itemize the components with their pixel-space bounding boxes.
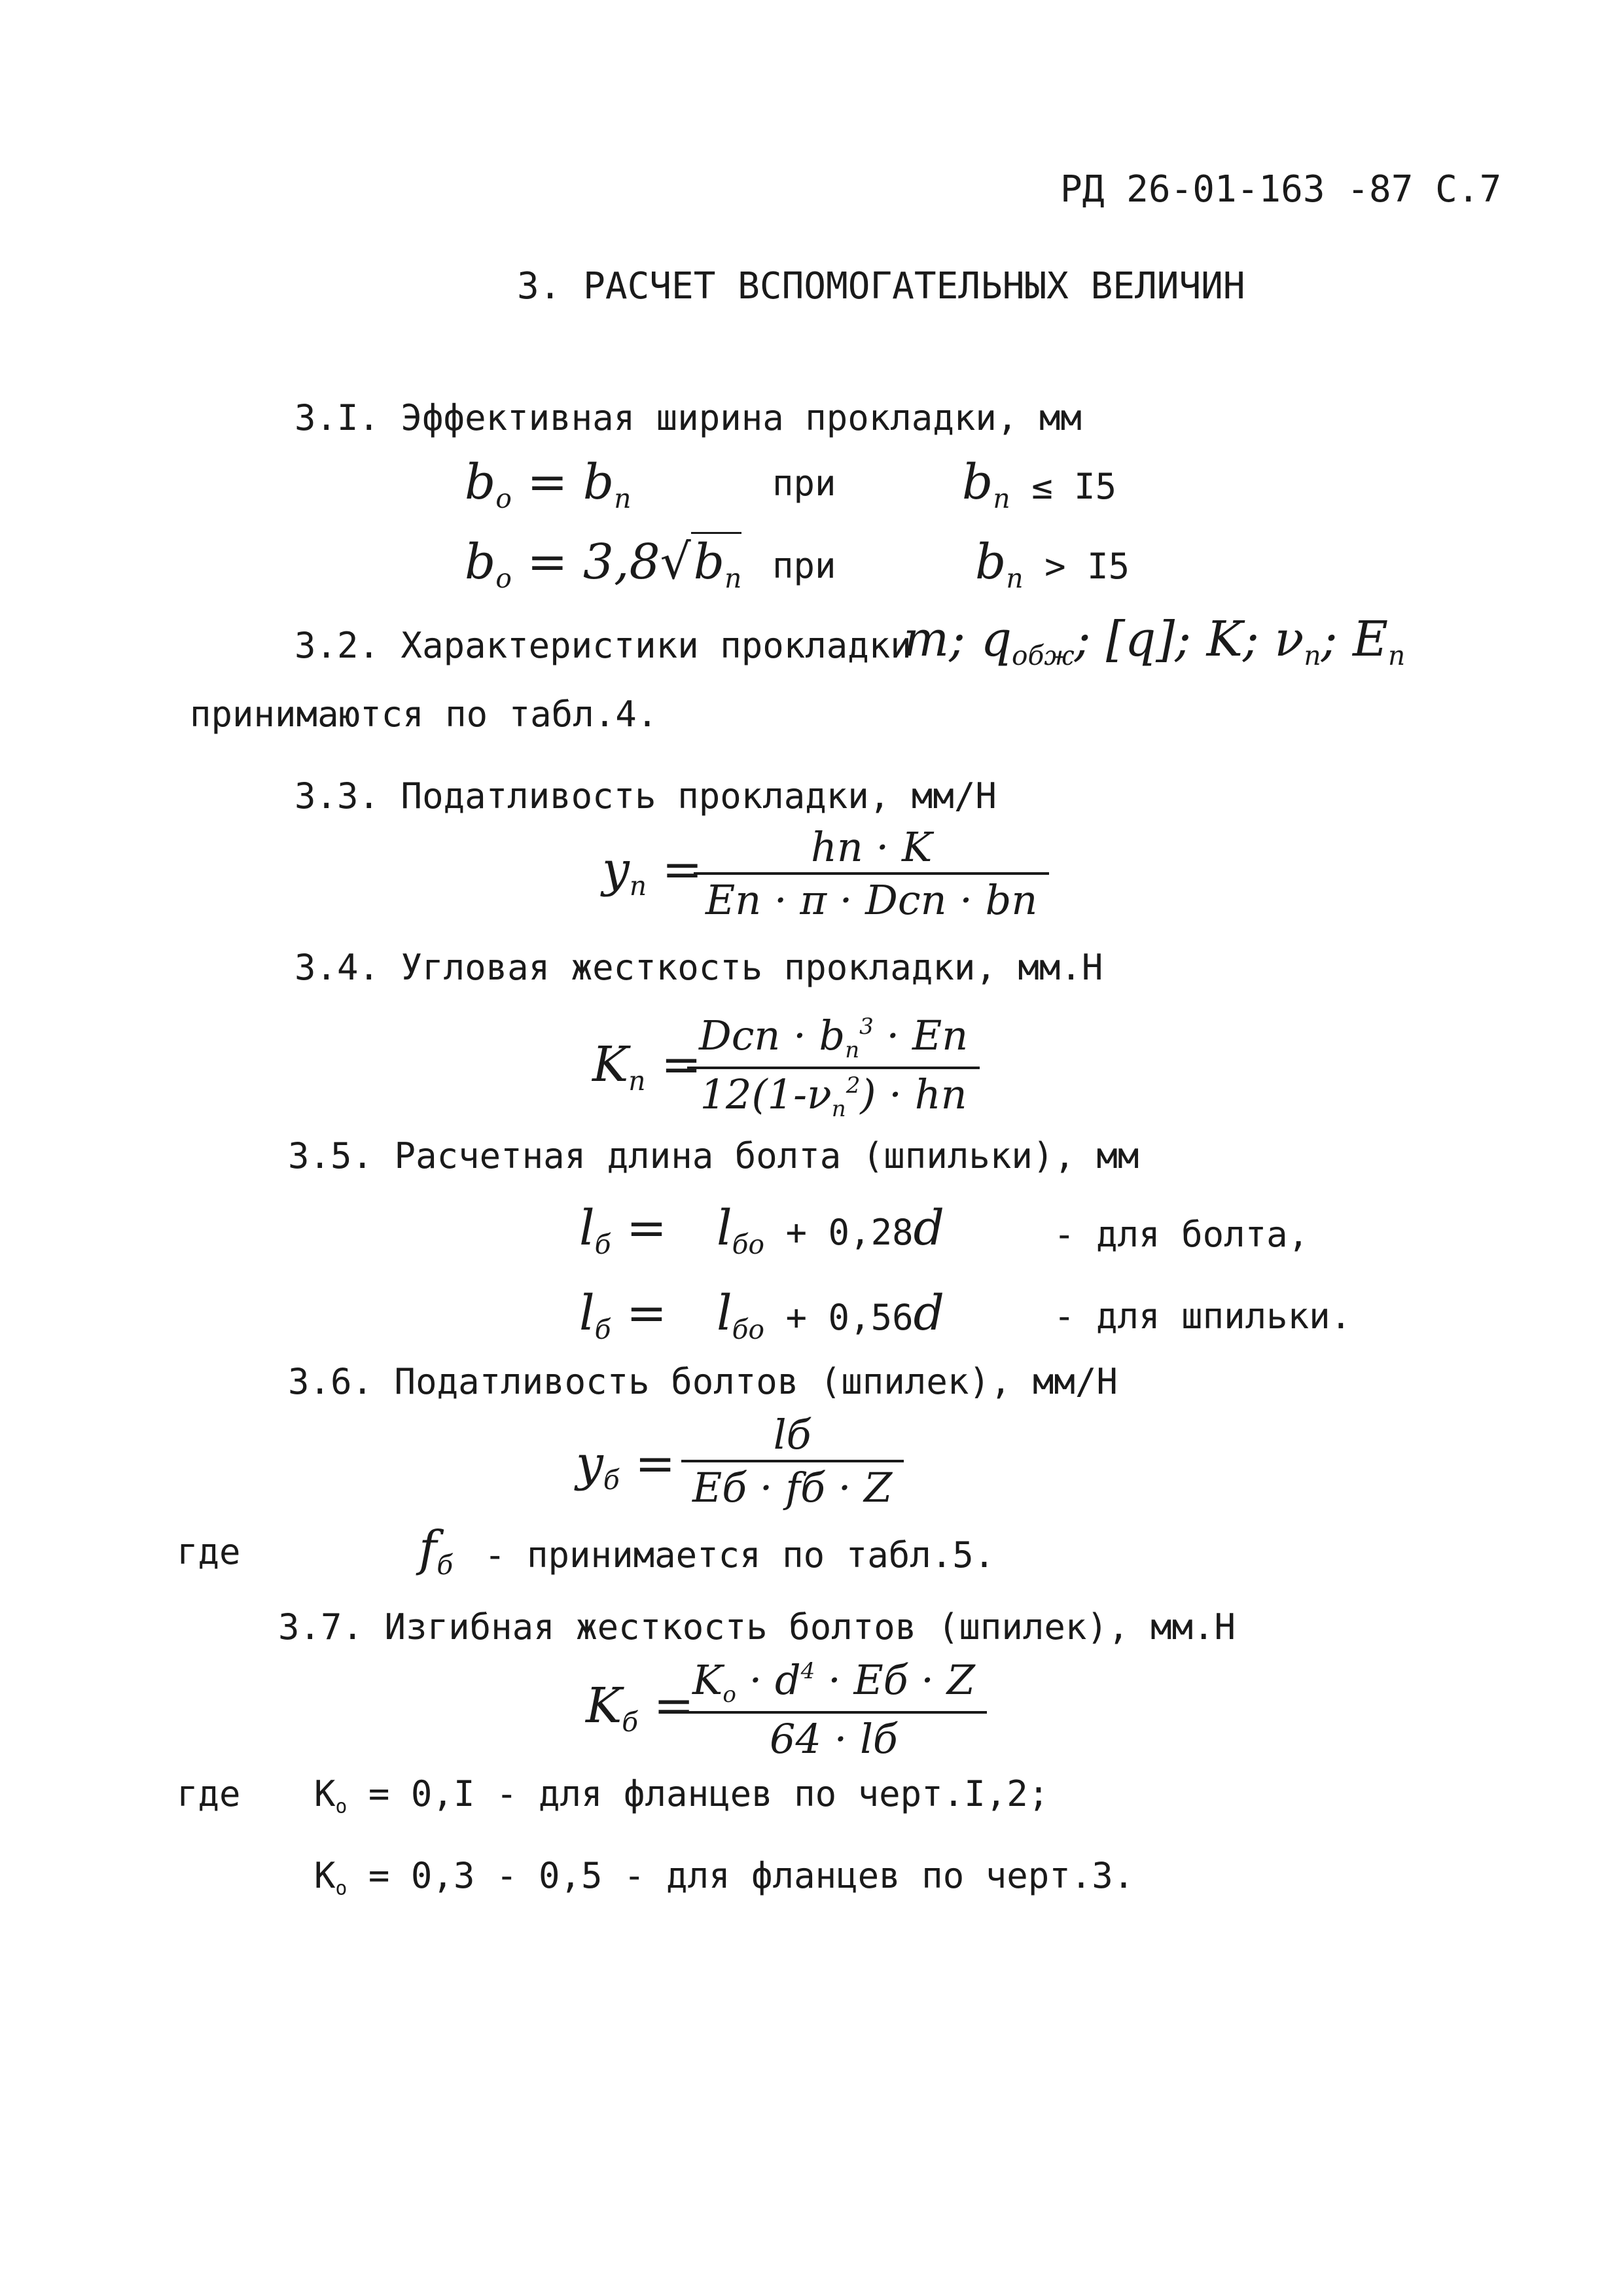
where-label-2: где [177,1773,241,1814]
formula-yb-lhs: $y_б$ = [576,1436,676,1496]
fraction-bar [687,1067,980,1069]
document-reference: РД 26-01-163 -87 С.7 [1060,168,1502,211]
formula-lb-stud-rhs: $l_{бо} + 0,56d$ [717,1285,944,1346]
heading-3-4: 3.4. Угловая жесткость прокладки, мм.Н [294,947,1103,988]
formula-yp-lhs: $y_п$ = [602,841,703,902]
formula-yp-fraction [694,823,1049,925]
formula-kb-denominator: 64 · lб [770,1714,898,1763]
fraction-bar [694,872,1049,875]
formula-yb-numerator: lб [773,1411,812,1458]
heading-3-7: 3.7. Изгибная жесткость болтов (шпилек), мм.Н [278,1606,1236,1648]
k0-line-2: $K_o = 0,3 - 0,5$ - для фланцев по черт.3. [314,1855,1135,1900]
section-title: 3. РАСЧЕТ ВСПОМОГАТЕЛЬНЫХ ВЕЛИЧИН [517,265,1245,308]
formula-yp-denominator: Eп · π · Dсп · bп [705,876,1038,925]
where-label-1: где [177,1531,241,1572]
heading-3-2: 3.2. Характеристики прокладки [294,625,912,666]
formula-yb-denominator: Eб · fб · Z [692,1464,893,1512]
formula-lb-bolt-rhs: $l_{бо} + 0,28d$ [717,1200,944,1261]
formula-kp-numerator: Dсп · $b_п^3$ · Eп [699,1012,969,1063]
formula-b0-row2: $b_o = 3,8√b_п$ [465,538,741,592]
condition-row1: $b_п \le I5$ [962,454,1117,515]
heading-3-6: 3.6. Податливость болтов (шпилек), мм/Н [288,1361,1118,1402]
label-pri-1: при [772,463,836,504]
formula-b0-row1: $b_o = b_п$ [465,454,632,515]
label-pri-2: при [772,545,836,586]
k0-line-1: $K_o = 0,I$ - для фланцев по черт.I,2; [314,1773,1050,1818]
formula-kp-fraction [687,1014,980,1121]
formula-lb-stud: $l_б$ = [579,1285,668,1346]
fraction-bar [681,1460,904,1462]
note-bolt: - для болта, [1054,1214,1310,1255]
formula-kp-denominator: $12(1-\nu_п^2)$ · hп [700,1070,967,1122]
formula-kp-lhs: $K_п$ = [592,1036,702,1097]
condition-row2: $b_п > I5$ [975,534,1130,595]
heading-3-3: 3.3. Податливость прокладки, мм/Н [294,775,997,817]
heading-3-1: 3.I. Эффективная ширина прокладки, мм [294,397,1082,438]
paragraph-3-2-continuation: принимаются по табл.4. [190,694,658,735]
where-symbol-fb: $f_б$ [419,1521,454,1581]
formula-kb-numerator: $K_o \cdot d^4$ · Eб · Z [692,1656,975,1708]
formula-yb-fraction [681,1411,904,1512]
formula-kb-lhs: $K_б$ = [586,1678,694,1739]
fraction-bar [681,1711,987,1714]
where-text-fb: - принимается по табл.5. [484,1534,995,1576]
note-stud: - для шпильки. [1054,1296,1352,1337]
heading-3-5: 3.5. Расчетная длина болта (шпильки), мм [288,1135,1139,1176]
gasket-characteristics-symbols: m; $q_{обж}$; [q]; K; $\nu_п$; $E_п$ [903,611,1406,672]
formula-yp-numerator: hп · K [810,823,933,871]
formula-kb-fraction [681,1656,987,1763]
formula-lb-bolt: $l_б$ = [579,1200,668,1261]
